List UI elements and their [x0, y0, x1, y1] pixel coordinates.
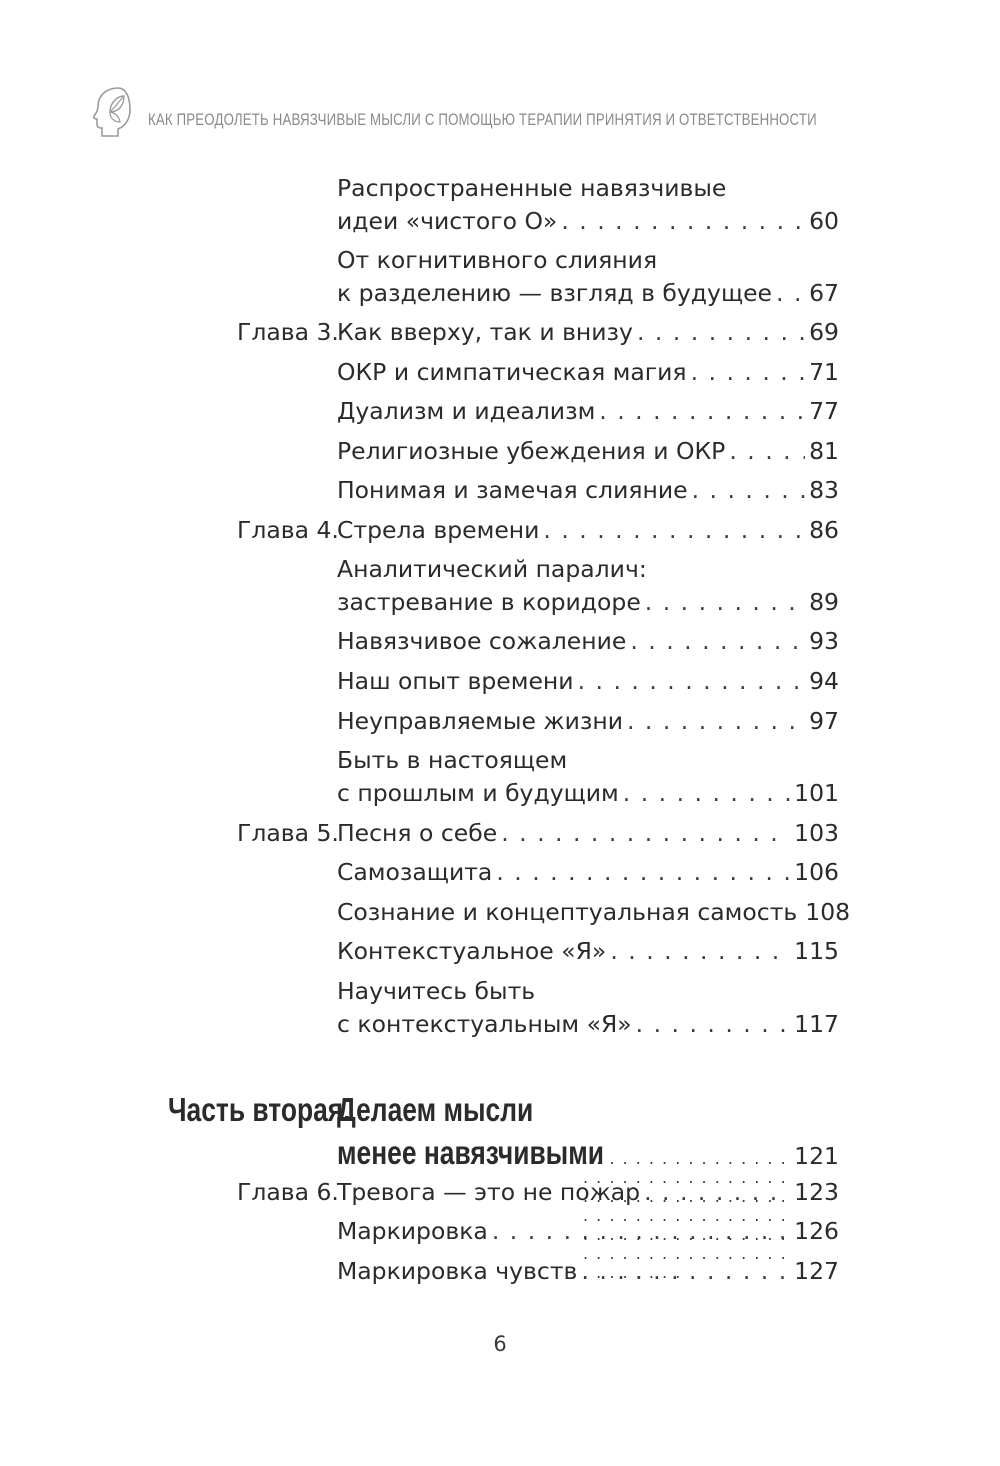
toc-entry-title: Маркировка чувств [337, 1257, 578, 1285]
toc-entry-title: Самозащита [337, 858, 493, 886]
page-number: 6 [493, 1332, 507, 1356]
leader-dots [496, 856, 790, 888]
toc-entry-title: Наш опыт времени [337, 667, 574, 695]
toc-page-number: 97 [809, 707, 839, 735]
toc-page-number: 67 [809, 279, 839, 307]
toc-page-number: 69 [809, 318, 839, 346]
toc-entry-title-line1: Быть в настоящем [337, 746, 568, 774]
toc-page-number: 108 [805, 898, 851, 926]
toc-page-number: 101 [794, 779, 839, 807]
part-title-line1: Делаем мысли [337, 1091, 534, 1128]
toc-entry-title: с контекстуальным «Я» [337, 1010, 632, 1038]
toc-page-number: 106 [794, 858, 839, 886]
toc-entry-title: Неуправляемые жизни [337, 707, 623, 735]
part-title-text: менее навязчивыми [337, 1134, 604, 1171]
leader-dots [691, 356, 806, 388]
toc-entry-title: застревание в коридоре [337, 588, 641, 616]
toc-entry-title: Тревога — это не пожар [337, 1178, 641, 1206]
leader-dots [561, 205, 805, 237]
leader-dots [630, 625, 805, 657]
toc-page-number: 93 [809, 627, 839, 655]
leader-dots [599, 395, 805, 427]
toc-entry-title: Стрела времени [337, 516, 540, 544]
toc-entry-title: Песня о себе [337, 819, 498, 847]
toc-entry-title: Понимая и замечая слияние [337, 476, 688, 504]
leader-dots [645, 586, 805, 618]
part-title-line2 [337, 1133, 604, 1173]
leader-dots [692, 474, 806, 506]
toc-page-number: 86 [809, 516, 839, 544]
toc-page-number: 89 [809, 588, 839, 616]
toc-page-number: 127 [794, 1257, 839, 1285]
toc-entry-title: Маркировка [337, 1217, 488, 1245]
toc-entry-title: идеи «чистого О» [337, 207, 558, 235]
leader-dots [581, 1255, 790, 1287]
toc-entry-title: Религиозные убеждения и ОКР [337, 437, 726, 465]
leader-dots [501, 817, 790, 849]
toc-page-number: 94 [809, 667, 839, 695]
leader-dots [637, 316, 805, 348]
leader-dots [729, 435, 805, 467]
chapter-label: Глава 3. [237, 318, 339, 346]
chapter-label: Глава 5. [237, 819, 339, 847]
toc-page-number: 115 [794, 937, 839, 965]
toc-entry-title: Навязчивое сожаление [337, 627, 627, 655]
chapter-label: Глава 4. [237, 516, 339, 544]
toc-entry-title: Сознание и концептуальная самость [337, 898, 798, 926]
leader-dots [776, 277, 805, 309]
running-title: КАК ПРЕОДОЛЕТЬ НАВЯЗЧИВЫЕ МЫСЛИ С ПОМОЩЬЮ ТЕРАПИИ ПРИНЯТИЯ И ОТВЕТСТВЕННОСТИ [148, 110, 817, 129]
toc-page-number: 83 [809, 476, 839, 504]
leader-dots [578, 665, 806, 697]
toc-page-number: 60 [809, 207, 839, 235]
toc-page-number: 117 [794, 1010, 839, 1038]
leader-dots [610, 935, 790, 967]
toc-entry-title: Контекстуальное «Я» [337, 937, 607, 965]
leader-dots [623, 777, 790, 809]
toc-entry-title: Как вверху, так и внизу [337, 318, 633, 346]
leader-dots [492, 1215, 790, 1247]
leader-dots [636, 1008, 790, 1040]
toc-entry-title-line1: Распространенные навязчивые [337, 174, 727, 202]
toc-page-number: 121 [794, 1142, 839, 1170]
toc-entry-title: с прошлым и будущим [337, 779, 619, 807]
toc-entry-title-line1: Научитесь быть [337, 977, 536, 1005]
toc-entry-title-line1: Аналитический паралич: [337, 555, 647, 583]
toc-entry-title: к разделению — взгляд в будущее [337, 279, 773, 307]
leader-dots [627, 705, 805, 737]
chapter-label: Глава 6. [237, 1178, 339, 1206]
toc-part-entry[interactable] [337, 1090, 839, 1172]
toc-page-number: 123 [794, 1178, 839, 1206]
toc-page-number: 126 [794, 1217, 839, 1245]
toc-page-number: 71 [809, 358, 839, 386]
toc-entry-title: ОКР и симпатическая магия [337, 358, 687, 386]
part-label: Часть вторая. [168, 1091, 351, 1128]
leader-dots [543, 514, 805, 546]
leader-dots [644, 1176, 790, 1208]
toc-page-number: 81 [809, 437, 839, 465]
toc-entry-title-line1: От когнитивного слияния [337, 246, 658, 274]
toc-page-number: 103 [794, 819, 839, 847]
toc-page-number: 77 [809, 397, 839, 425]
toc-entry-title: Дуализм и идеализм [337, 397, 596, 425]
